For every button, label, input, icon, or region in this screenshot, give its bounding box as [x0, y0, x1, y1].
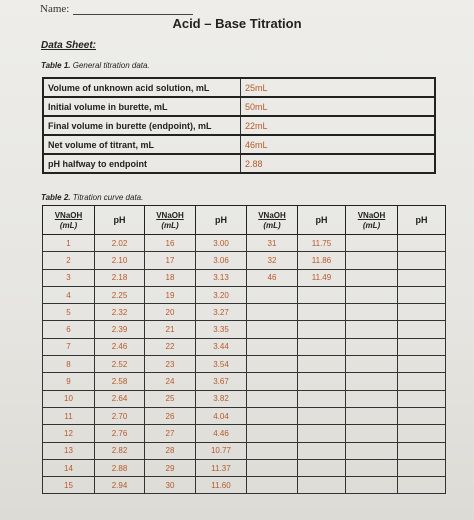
ph-cell[interactable] [398, 252, 446, 269]
volume-cell[interactable]: 17 [145, 252, 196, 269]
volume-cell[interactable]: 23 [145, 356, 196, 373]
ph-cell[interactable]: 11.60 [196, 477, 247, 494]
volume-cell[interactable] [346, 477, 398, 494]
ph-cell[interactable] [398, 442, 446, 459]
ph-cell[interactable]: 3.54 [196, 356, 247, 373]
ph-cell[interactable] [298, 321, 346, 338]
ph-cell[interactable] [398, 459, 446, 476]
volume-cell[interactable]: 14 [43, 459, 95, 476]
table1-value-cell[interactable]: 2.88 [241, 154, 436, 173]
ph-cell[interactable] [298, 356, 346, 373]
table1-row [43, 135, 435, 154]
volume-header-label: VNaOH [357, 210, 386, 220]
ph-cell[interactable]: 2.58 [95, 373, 145, 390]
table1-row [43, 154, 435, 173]
table1-row [43, 116, 435, 135]
volume-cell[interactable]: 29 [145, 459, 196, 476]
table1-value-cell[interactable]: 46mL [241, 135, 436, 154]
ph-cell[interactable] [398, 425, 446, 442]
ph-header: pH [95, 206, 145, 235]
volume-header-label: VNaOH [258, 210, 286, 220]
volume-cell[interactable] [346, 304, 398, 321]
volume-cell[interactable] [247, 286, 298, 303]
ph-cell[interactable] [398, 390, 446, 407]
ph-cell[interactable] [298, 425, 346, 442]
volume-header-label: VNaOH [54, 210, 83, 220]
ph-cell[interactable]: 3.35 [196, 321, 247, 338]
ph-cell[interactable]: 2.39 [95, 321, 145, 338]
volume-cell[interactable]: 22 [145, 338, 196, 355]
volume-cell[interactable]: 4 [43, 286, 95, 303]
volume-cell[interactable] [346, 442, 398, 459]
ph-cell[interactable] [298, 459, 346, 476]
ph-cell[interactable] [398, 321, 446, 338]
ph-cell[interactable]: 3.20 [196, 286, 247, 303]
volume-cell[interactable]: 1 [43, 235, 95, 252]
volume-cell[interactable] [346, 269, 398, 286]
volume-header-unit: (mL) [263, 220, 281, 230]
ph-cell[interactable]: 2.46 [95, 338, 145, 355]
volume-cell[interactable] [346, 252, 398, 269]
ph-cell[interactable] [398, 407, 446, 424]
volume-cell[interactable]: 2 [43, 252, 95, 269]
table2-row [43, 338, 446, 355]
data-sheet-heading: Data Sheet: [41, 40, 97, 51]
volume-cell[interactable]: 24 [145, 373, 196, 390]
table2-row [43, 407, 446, 424]
ph-cell[interactable] [398, 373, 446, 390]
volume-cell[interactable] [247, 356, 298, 373]
ph-cell[interactable]: 4.04 [196, 407, 247, 424]
volume-cell[interactable]: 28 [145, 442, 196, 459]
volume-header-label: VNaOH [156, 210, 184, 220]
table1-label-cell: pH halfway to endpoint [43, 154, 241, 173]
ph-cell[interactable]: 2.76 [95, 425, 145, 442]
volume-cell[interactable] [247, 304, 298, 321]
table1-value-cell[interactable]: 22mL [241, 116, 436, 135]
table2-row [43, 390, 446, 407]
table2-row [43, 356, 446, 373]
volume-cell[interactable] [346, 373, 398, 390]
volume-cell[interactable] [346, 286, 398, 303]
volume-cell[interactable]: 27 [145, 425, 196, 442]
ph-cell[interactable]: 3.82 [196, 390, 247, 407]
ph-header: pH [398, 206, 446, 235]
volume-header [145, 206, 196, 235]
volume-cell[interactable] [247, 425, 298, 442]
volume-header-unit: (mL) [362, 220, 381, 230]
volume-cell[interactable] [346, 390, 398, 407]
table2-row [43, 235, 446, 252]
volume-cell[interactable]: 19 [145, 286, 196, 303]
table1-caption [41, 61, 150, 70]
table2-row [43, 477, 446, 494]
table1-row [43, 97, 435, 116]
volume-cell[interactable] [247, 321, 298, 338]
table2-row [43, 252, 446, 269]
table2-row [43, 304, 446, 321]
ph-cell[interactable]: 2.88 [95, 459, 145, 476]
volume-cell[interactable]: 18 [145, 269, 196, 286]
table1-label-cell: Net volume of titrant, mL [43, 135, 241, 154]
ph-cell[interactable]: 11.75 [298, 235, 346, 252]
table2-row [43, 321, 446, 338]
volume-cell[interactable]: 25 [145, 390, 196, 407]
ph-cell[interactable]: 11.49 [298, 269, 346, 286]
ph-cell[interactable]: 3.06 [196, 252, 247, 269]
table2-row [43, 373, 446, 390]
table2-row [43, 442, 446, 459]
volume-header [247, 206, 298, 235]
ph-cell[interactable]: 2.10 [95, 252, 145, 269]
ph-cell[interactable] [298, 442, 346, 459]
table2-caption-number: Table 2. [41, 193, 71, 202]
table1-label-cell: Initial volume in burette, mL [43, 97, 241, 116]
ph-cell[interactable]: 2.94 [95, 477, 145, 494]
table2-row [43, 286, 446, 303]
table2-row [43, 269, 446, 286]
volume-cell[interactable] [247, 459, 298, 476]
ph-cell[interactable]: 3.27 [196, 304, 247, 321]
volume-cell[interactable] [346, 459, 398, 476]
volume-header-unit: (mL) [161, 220, 179, 230]
volume-header-unit: (mL) [59, 220, 78, 230]
table2-header-row [43, 206, 446, 235]
volume-cell[interactable] [346, 235, 398, 252]
ph-cell[interactable]: 2.32 [95, 304, 145, 321]
ph-cell[interactable] [398, 235, 446, 252]
ph-cell[interactable]: 3.13 [196, 269, 247, 286]
ph-cell[interactable]: 2.70 [95, 407, 145, 424]
volume-cell[interactable] [247, 338, 298, 355]
volume-cell[interactable] [247, 373, 298, 390]
volume-cell[interactable] [346, 321, 398, 338]
volume-cell[interactable]: 26 [145, 407, 196, 424]
table1-label-cell: Volume of unknown acid solution, mL [43, 78, 241, 97]
ph-cell[interactable] [298, 373, 346, 390]
ph-cell[interactable] [398, 356, 446, 373]
volume-cell[interactable]: 8 [43, 356, 95, 373]
volume-cell[interactable]: 31 [247, 235, 298, 252]
page-title: Acid – Base Titration [172, 16, 302, 31]
volume-cell[interactable]: 6 [43, 321, 95, 338]
volume-cell[interactable] [247, 442, 298, 459]
ph-cell[interactable] [298, 407, 346, 424]
volume-cell[interactable]: 32 [247, 252, 298, 269]
volume-cell[interactable] [346, 407, 398, 424]
name-row [40, 3, 193, 15]
ph-cell[interactable]: 3.67 [196, 373, 247, 390]
volume-cell[interactable]: 20 [145, 304, 196, 321]
volume-cell[interactable]: 11 [43, 407, 95, 424]
titration-curve-table [42, 205, 446, 494]
ph-cell[interactable]: 2.02 [95, 235, 145, 252]
table2-caption [41, 193, 143, 202]
name-blank-line[interactable] [73, 4, 193, 15]
volume-cell[interactable]: 10 [43, 390, 95, 407]
volume-cell[interactable]: 21 [145, 321, 196, 338]
volume-cell[interactable] [346, 425, 398, 442]
volume-cell[interactable]: 16 [145, 235, 196, 252]
table1-value-cell[interactable]: 50mL [241, 97, 436, 116]
volume-header [346, 206, 398, 235]
ph-cell[interactable] [398, 304, 446, 321]
ph-cell[interactable]: 10.77 [196, 442, 247, 459]
volume-header [43, 206, 95, 235]
ph-cell[interactable] [298, 390, 346, 407]
volume-cell[interactable] [346, 356, 398, 373]
general-titration-table [42, 77, 436, 174]
volume-cell[interactable] [247, 477, 298, 494]
volume-cell[interactable]: 46 [247, 269, 298, 286]
volume-cell[interactable] [346, 338, 398, 355]
ph-header: pH [298, 206, 346, 235]
ph-cell[interactable]: 2.25 [95, 286, 145, 303]
ph-cell[interactable]: 2.64 [95, 390, 145, 407]
ph-cell[interactable]: 11.37 [196, 459, 247, 476]
ph-cell[interactable] [398, 286, 446, 303]
volume-cell[interactable]: 3 [43, 269, 95, 286]
ph-cell[interactable] [298, 477, 346, 494]
ph-cell[interactable] [298, 338, 346, 355]
ph-cell[interactable] [398, 477, 446, 494]
ph-cell[interactable]: 2.18 [95, 269, 145, 286]
ph-cell[interactable] [398, 338, 446, 355]
ph-cell[interactable]: 2.82 [95, 442, 145, 459]
volume-cell[interactable]: 7 [43, 338, 95, 355]
volume-cell[interactable] [247, 407, 298, 424]
volume-cell[interactable] [247, 390, 298, 407]
name-label: Name: [40, 3, 70, 15]
volume-cell[interactable]: 12 [43, 425, 95, 442]
table2-caption-text: Titration curve data. [70, 193, 144, 202]
table2-row [43, 425, 446, 442]
table2-row [43, 459, 446, 476]
ph-cell[interactable] [298, 304, 346, 321]
ph-header: pH [196, 206, 247, 235]
volume-cell[interactable]: 5 [43, 304, 95, 321]
volume-cell[interactable]: 15 [43, 477, 95, 494]
ph-cell[interactable]: 3.44 [196, 338, 247, 355]
ph-cell[interactable] [398, 269, 446, 286]
ph-cell[interactable]: 11.86 [298, 252, 346, 269]
table1-caption-text: General titration data. [70, 61, 150, 70]
ph-cell[interactable]: 3.00 [196, 235, 247, 252]
volume-cell[interactable]: 30 [145, 477, 196, 494]
table1-value-cell[interactable]: 25mL [241, 78, 436, 97]
ph-cell[interactable]: 2.52 [95, 356, 145, 373]
table1-caption-number: Table 1. [41, 61, 71, 70]
volume-cell[interactable]: 13 [43, 442, 95, 459]
table1-label-cell: Final volume in burette (endpoint), mL [43, 116, 241, 135]
ph-cell[interactable] [298, 286, 346, 303]
volume-cell[interactable]: 9 [43, 373, 95, 390]
table1-row [43, 78, 435, 97]
ph-cell[interactable]: 4.46 [196, 425, 247, 442]
